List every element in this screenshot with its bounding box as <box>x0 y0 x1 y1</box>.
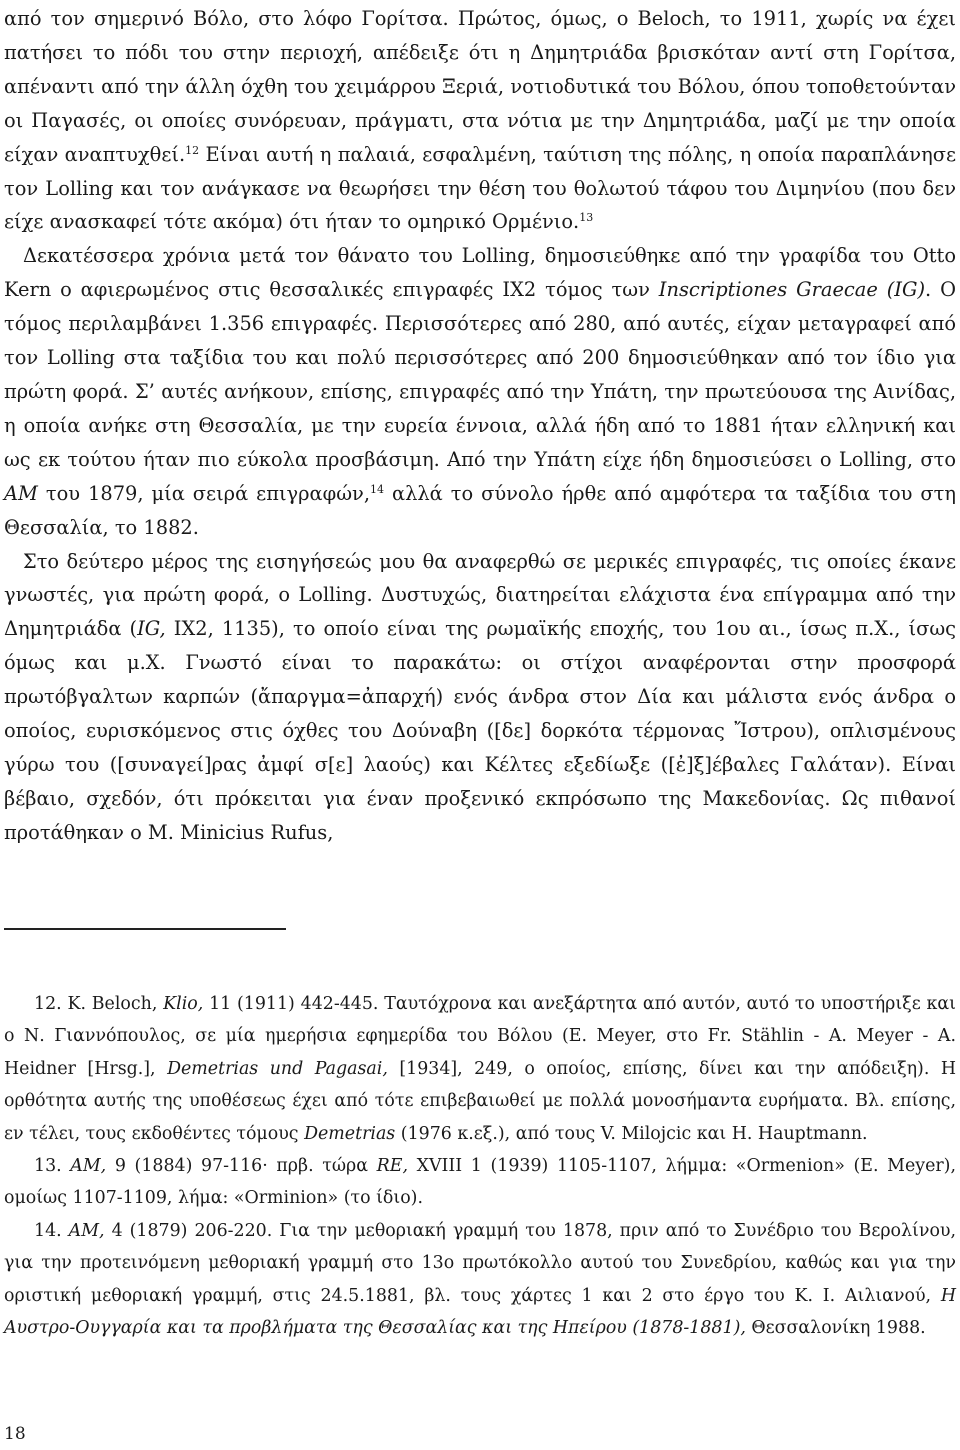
footnote-13-text-cont: 9 (1884) 97-116· πρβ. τώρα <box>106 1156 377 1177</box>
footnote-12 <box>4 988 956 1150</box>
footnote-13-encyclopedia: RE, <box>376 1156 408 1177</box>
page-number: 18 <box>4 1424 26 1444</box>
work-abbrev-ig: IG, <box>137 617 166 641</box>
paragraph-2-text: Δεκατέσσερα χρόνια μετά τον θάνατο του Lolling, δημοσιεύθηκε από την γραφίδα του Otto Kern ο αφιερωμένος στις θεσσαλικές επιγραφές IX2 τόμος των <box>4 244 956 302</box>
footnote-12-book-title: Demetrias und Pagasai, <box>167 1058 388 1079</box>
paragraph-3-text: Στο δεύτερο μέρος της εισηγήσεώς μου θα αναφερθώ σε μερικές επιγραφές, τις οποίες έκανε γνωστές, για πρώτη φορά, ο Lolling. Δυστυχώς, διατηρείται ελάχιστα ένα επίγραμμα από την Δημητριάδα ( <box>4 549 956 641</box>
footnotes <box>4 988 956 1344</box>
footnote-13-text-end: XVIII 1 (1939) 1105-1107, λήμμα: «Ormenion» (E. Meyer), ομοίως 1107-1109, λήμα: «Orminion» (το ίδιο). <box>4 1156 956 1209</box>
paragraph-3-text-cont: IX2, 1135), το οποίο είναι της ρωμαϊκής εποχής, του 1ου αι., ίσως π.Χ., ίσως όμως και μ.Χ. Γνωστό είναι το παρακάτω: οι στίχοι αναφέρονται στην προσφορά πρωτόβγαλτων καρπών (ἄπαργμα=ἀπαρχή) ενός άνδρα στον Δία και μάλιστα ενός άνδρα ο οποίος, ευρισκόμενος στις όχθες του Δούναβη ([δε] δορκότα τέρμονας Ἴστρου), οπλισμένους γύρω του ([συναγεί]ρας ἀμφί σ[ε] λαούς) και Κέλτες εξεδίωξε ([ἐ]ξ]έβαλες Γαλάταν). Είναι βέβαιο, σχεδόν, ότι πρόκειται για έναν προξενικό εκπρόσωπο της Μακεδονίας. Ως πιθανοί προτάθηκαν ο M. Minicius Rufus, <box>4 617 956 844</box>
footnote-ref-12[interactable]: 12 <box>185 143 200 157</box>
footnote-14-journal: AM, <box>68 1220 105 1241</box>
paragraph-1-text: από τον σημερινό Βόλο, στο λόφο Γορίτσα. Πρώτος, όμως, ο Beloch, το 1911, χωρίς να έχει πατήσει το πόδι του στην περιοχή, απέδειξε ότι η Δημητριάδα βρισκόταν αντί στη Γορίτσα, απέναντι από την άλλη όχθη του χειμάρρου Ξεριά, νοτιοδυτικά του Βόλου, όπου τοποθετούνταν οι Παγασές, οι οποίες συνόρευαν, πράγματι, στα νότια με την Δημητριάδα, μαζί με την οποία είχαν αναπτυχθεί. <box>4 7 956 166</box>
paragraph-1 <box>4 2 956 239</box>
footnote-14-text-end: Θεσσαλονίκη 1988. <box>745 1318 926 1339</box>
paragraph-2-text-cont: . Ο τόμος περιλαμβάνει 1.356 επιγραφές. Περισσότερες από 280, από αυτές, είχαν μεταγραφεί από τον Lolling στα ταξίδια του και πολύ περισσότερες από 200 δημοσιεύθηκαν από τον ίδιο για πρώτη φορά. Σ’ αυτές ανήκουν, επίσης, επιγραφές από την Υπάτη, την πρωτεύουσα της Αινίδας, η οποία ανήκε στη Θεσσαλία, με την ευρεία έννοια, αλλά ήδη από το 1881 ήταν ελληνική και ως εκ τούτου ήταν πιο εύκολα προσβάσιμη. Από την Υπάτη είχε ήδη δημοσιεύσει ο Lolling, στο <box>4 278 956 471</box>
footnote-12-journal: Klio, <box>163 994 204 1014</box>
footnote-12-series-title: Demetrias <box>304 1123 396 1144</box>
paragraph-3 <box>4 545 956 850</box>
paragraph-2-text-cont-2: του 1879, μία σειρά επιγραφών, <box>37 481 370 505</box>
paragraph-2-text-end: αλλά το σύνολο ήρθε από αμφότερα τα ταξίδια του στη Θεσσαλία, το 1882. <box>4 481 956 539</box>
footnote-13-text: 13. <box>34 1156 71 1177</box>
body-text <box>4 2 956 850</box>
paragraph-1-text-cont: Είναι αυτή η παλαιά, εσφαλμένη, ταύτιση της πόλης, η οποία παραπλάνησε τον Lolling και τον ανάγκασε να θεωρήσει την θέση του θολωτού τάφου του Διμηνίου (που δεν είχε ανασκαφεί τότε ακόμα) ότι ήταν το ομηρικό Ορμένιο. <box>4 142 956 234</box>
footnote-14-text: 14. <box>34 1220 69 1241</box>
footnote-13-journal: AM, <box>70 1156 107 1177</box>
footnote-12-text: 12. K. Beloch, <box>34 994 164 1014</box>
footnote-ref-13[interactable]: 13 <box>579 211 594 225</box>
footnote-separator <box>4 928 286 930</box>
footnote-14 <box>4 1215 956 1345</box>
paragraph-2 <box>4 239 956 544</box>
journal-abbrev-am: AM <box>4 481 38 505</box>
footnote-13 <box>4 1150 956 1215</box>
footnote-14-book-title: Η Αυστρο-Ουγγαρία και τα προβλήματα της Θεσσαλίας και της Ηπείρου (1878-1881), <box>4 1285 956 1339</box>
footnote-12-text-cont-2: [1934], 249, ο οποίος, επίσης, δίνει και την απόδειξη). Η ορθότητα αυτής της υποθέσεως έχει από τότε επιβεβαιωθεί με πολλά μονοσήμαντα ευρήματα. Βλ. επίσης, εν τέλει, τους εκδοθέντες τόμους <box>4 1058 957 1144</box>
footnote-12-text-cont: 11 (1911) 442-445. Ταυτόχρονα και ανεξάρτητα από αυτόν, αυτό το υποστήριξε και ο Ν. Γιαννόπουλος, σε μία ημερήσια εφημερίδα του Βόλου (E. Meyer, στο Fr. Stählin - A. Meyer - A. Heidner [Hrsg.], <box>4 994 956 1079</box>
footnote-ref-14[interactable]: 14 <box>369 482 384 496</box>
footnote-12-text-end: (1976 κ.εξ.), από τους V. Milojcic και H. Hauptmann. <box>395 1123 868 1144</box>
footnote-14-text-cont: 4 (1879) 206-220. Για την μεθοριακή γραμμή του 1878, πριν από το Συνέδριο του Βερολίνου, για την προτεινόμενη μεθοριακή γραμμή στο 13ο πρωτόκολλο αυτού του Συνεδρίου, καθώς και για την οριστική μεθοριακή γραμμή, στις 24.5.1881, βλ. τους χάρτες 1 και 2 στο έργο του Κ. Ι. Αιλιανού, <box>4 1220 957 1306</box>
work-title-ig: Inscriptiones Graecae (IG) <box>658 278 926 302</box>
